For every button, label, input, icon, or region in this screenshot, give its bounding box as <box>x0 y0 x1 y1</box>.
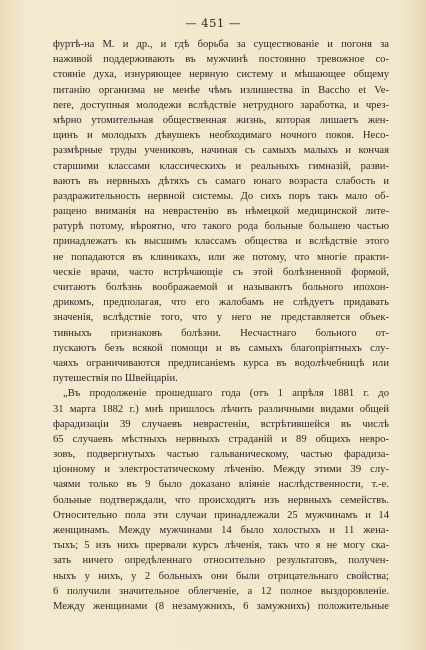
page-number: — 451 — <box>185 16 241 30</box>
text-line: nere, доступныя молодежи вслѣдствіе нетрудного заработка, и чрез- <box>53 99 389 111</box>
text-line: питанію организма не менѣе чѣмъ излишества in Baccho et Ve- <box>53 84 389 96</box>
text-line: ціонному и электростатическому лѣченію. Между этими 39 слу- <box>53 464 389 476</box>
text-line: стояніе духа, изнуряющее нервную систему и мѣшающее общему <box>53 69 389 81</box>
body-text <box>53 37 389 614</box>
text-line: фарадизаціи 39 случаевъ неврастеніи, встрѣтившейся въ числѣ <box>53 418 389 430</box>
text-line: 6 получили значительное облегченіе, а 12 полное выздоровленіе. <box>53 585 389 597</box>
text-line: дрикомъ, предполагая, что его жалобамъ не слѣдуетъ придавать <box>53 297 389 309</box>
text-line: принадлежатъ къ высшимъ классамъ общества и вслѣдствіе этого <box>53 236 389 248</box>
text-line: ческіе врачи, часто встрѣчающіе съ этой болѣзненной формой, <box>53 266 389 278</box>
text-line: фуртѣ-на М. и др., и гдѣ борьба за существованіе и погоня за <box>53 39 389 50</box>
text-line: больные подтверждали, что происходятъ изъ нервныхъ семействъ. <box>53 494 389 506</box>
text-line: путешествія по Швейцаріи. <box>53 373 178 385</box>
text-line: не попадаются въ клиникахъ, или же потому, что многіе практи- <box>53 251 389 263</box>
text-line: 31 марта 1882 г.) мнѣ пришлось лѣчить различными видами общей <box>53 403 389 415</box>
text-line: старшими классами классическихъ и реальныхъ гимназій, разви- <box>53 160 389 172</box>
text-line: ныхъ у нихъ, у 2 больныхъ они были отрицательнаго свойства; <box>53 570 389 582</box>
text-line: считаютъ болѣзнь воображаемой и называютъ больного ипохон- <box>53 282 389 293</box>
text-line: чаями только въ 9 было доказано вліяніе наслѣдственности, т.-е. <box>53 479 389 491</box>
text-line: наживой поддерживають въ мужчинѣ постоянно тревожное со- <box>53 54 389 66</box>
text-line: зать ничего опредѣленнаго относительно результатовъ, получен- <box>53 555 389 567</box>
text-line: ваютъ въ нервныхъ дѣтяхъ съ самаго юнаго возраста слабость и <box>53 175 389 187</box>
text-line: Относительно пола эти случаи принадлежали 25 мужчинамъ и 14 <box>53 509 389 521</box>
text-line: пускаютъ безъ всякой помощи и въ самыхъ благопріятныхъ слу- <box>53 342 389 354</box>
text-line: щинъ и молодыхъ дѣвушекъ необходимаго ночного покоя. Несо- <box>53 130 389 142</box>
text-line: раздражительность нервной системы. До сихъ поръ такъ мало об- <box>53 190 389 202</box>
text-line: ращено вниманія на неврастенію въ нѣмецкой медицинской лите- <box>53 206 389 218</box>
text-line: чаяхъ ограничиваются предписаніемъ курса въ водолѣчебницѣ или <box>53 357 389 369</box>
text-line: размѣрные труды учениковъ, начиная съ самыхъ малыхъ и кончая <box>53 145 389 157</box>
text-line: мѣрно утомительная общественная жизнь, которая лишаетъ жен- <box>53 114 389 126</box>
text-line: ратурѣ потому, вѣроятно, что такого рода больные большею частью <box>53 221 389 233</box>
text-line: зовъ, подвергнутыхъ частью гальваническому, частью фарадиза- <box>53 449 389 461</box>
text-line: Между женщинами (8 незамужнихъ, 6 замужнихъ) положительные <box>53 600 389 612</box>
text-line: тивныхъ признаковъ болѣзни. Несчастнаго больного от- <box>53 327 389 339</box>
text-line: тыхъ; 5 изъ нихъ прервали курсъ лѣченія, такъ что я не могу ска- <box>53 540 389 552</box>
text-line: 65 случаевъ мѣстныхъ нервныхъ страданій и 89 общихъ невро- <box>53 433 389 445</box>
text-line: „Въ продолженіе прошедшаго года (отъ 1 апрѣля 1881 г. до <box>63 388 389 400</box>
text-line: значенія, вслѣдствіе того, что у него не представляется объек- <box>53 312 389 324</box>
text-line: женщинамъ. Между мужчинами 14 было холостыхъ и 11 жена- <box>53 525 389 536</box>
